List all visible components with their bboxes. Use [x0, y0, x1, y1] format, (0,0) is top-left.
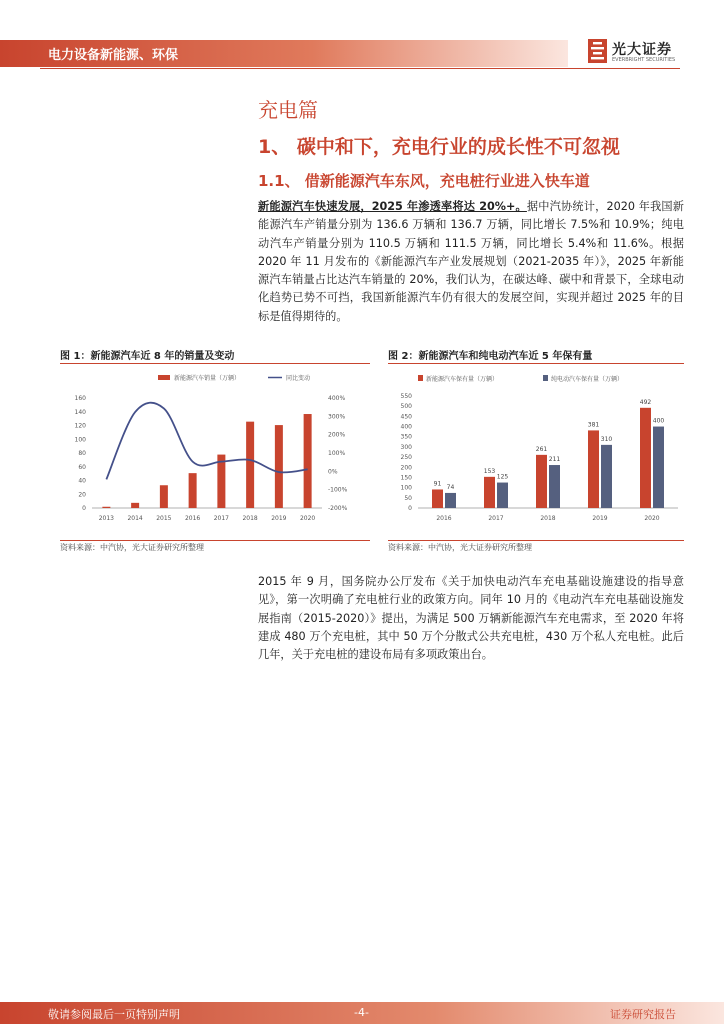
legend-label-nev: 新能源汽车保有量（万辆） — [426, 376, 499, 383]
legend-swatch-sales — [158, 375, 170, 380]
y-tick-label: 120 — [74, 422, 86, 430]
bar-value-label: 125 — [496, 473, 509, 481]
brand-logo — [588, 38, 680, 68]
bar-value-label: 211 — [548, 456, 561, 464]
bar-bev-stock — [497, 483, 508, 508]
figure2-source: 资料来源：中汽协，光大证券研究所整理 — [388, 543, 532, 552]
y-tick-label: 250 — [400, 454, 412, 462]
paragraph-1 — [258, 198, 684, 326]
paragraph-1-lead: 新能源汽车快速发展，2025 年渗透率将达 20%+。 — [258, 200, 527, 213]
figure2-top-rule — [388, 363, 684, 364]
x-tick-label: 2017 — [213, 515, 230, 522]
section-title: 充电篇 — [258, 98, 318, 122]
y-tick-label: 350 — [400, 433, 412, 441]
y2-tick-label: 400% — [328, 395, 346, 402]
y-tick-label: 500 — [400, 403, 412, 411]
legend-label-yoy: 同比变动 — [286, 375, 311, 382]
bar-value-label: 310 — [600, 435, 613, 443]
bar-value-label: 492 — [639, 398, 652, 406]
bar-sales — [160, 485, 168, 508]
y-tick-label: 0 — [408, 505, 412, 512]
y2-tick-label: 0% — [328, 468, 338, 476]
figure2-bottom-rule — [388, 540, 684, 541]
x-tick-label: 2019 — [271, 515, 287, 522]
bar-bev-stock — [601, 445, 612, 508]
bar-nev-stock — [536, 455, 547, 508]
bar-nev-stock — [588, 430, 599, 508]
legend-label-sales: 新能源汽车销量（万辆） — [174, 375, 241, 382]
y2-tick-label: -100% — [328, 486, 348, 494]
bar-bev-stock — [653, 427, 664, 508]
bar-sales — [131, 503, 139, 508]
x-tick-label: 2013 — [98, 515, 115, 522]
bar-value-label: 261 — [535, 445, 548, 453]
y2-tick-label: 100% — [328, 450, 346, 457]
y-tick-label: 40 — [78, 477, 86, 485]
bar-value-label: 91 — [433, 480, 442, 488]
bar-sales — [102, 507, 110, 508]
y-tick-label: 300 — [400, 443, 412, 451]
footer-report-type: 证券研究报告 — [610, 1008, 676, 1021]
paragraph-2: 2015 年 9 月，国务院办公厅发布《关于加快电动汽车充电基础设施建设的指导意见》，第一次明确了充电桩行业的政策方向。同年 10 月的《电动汽车充电基础设施发展指南（2015-2020）》提出，为满足 500 万辆新能源汽车充电需求，至 2020 年将建成 480 万个充电桩，其中 50 万个分散式公共充电桩，430 万个私人充电桩。此后几年，关于充电桩的建设布局有多项政策出台。 — [258, 575, 684, 662]
y2-tick-label: 200% — [328, 431, 346, 439]
y-tick-label: 450 — [400, 413, 412, 421]
legend-label-bev: 纯电动汽车保有量（万辆） — [551, 376, 624, 383]
bar-value-label: 381 — [587, 421, 600, 429]
y-tick-label: 160 — [74, 395, 86, 402]
bar-value-label: 400 — [652, 417, 665, 425]
x-tick-label: 2017 — [488, 515, 504, 522]
y-tick-label: 400 — [400, 423, 412, 431]
header-category: 电力设备新能源、环保 — [48, 48, 179, 63]
x-tick-label: 2018 — [540, 515, 556, 522]
y-tick-label: 80 — [78, 450, 86, 457]
x-tick-label: 2018 — [242, 515, 258, 522]
logo-text-en: EVERBRIGHT SECURITIES — [612, 57, 676, 63]
bar-sales — [304, 414, 312, 508]
x-tick-label: 2016 — [184, 515, 201, 522]
y-tick-label: 150 — [400, 474, 412, 482]
x-tick-label: 2020 — [644, 515, 660, 522]
y-tick-label: 200 — [400, 464, 412, 472]
figure2-title: 图 2：新能源汽车和纯电动汽车近 5 年保有量 — [388, 351, 593, 362]
bar-sales — [275, 425, 283, 508]
paragraph-1-body: 据中汽协统计，2020 年我国新能源汽车产销量分别为 136.6 万辆和 136.7 万辆，同比增长 7.5%和 10.9%；纯电动汽车产销量分别为 110.5 万辆和 111.5 万辆，同比增长 5.4%和 11.6%。根据 2020 年 11 月发布的《新能源汽车产业发展规划（2021-2035 年）》，2025 年新能源汽车销量占比达汽车销量的 20%，我们认为，在碳达峰、碳中和背景下，全球电动化趋势已势不可挡，我国新能源汽车仍有很大的发展空间，实现并超过 2025 年的目标是值得期待的。 — [258, 200, 684, 323]
x-tick-label: 2014 — [127, 515, 143, 522]
bar-sales — [189, 473, 197, 508]
footer-page-number: -4- — [354, 1006, 369, 1019]
y-tick-label: 100 — [74, 436, 86, 444]
x-tick-label: 2015 — [156, 515, 172, 522]
x-tick-label: 2016 — [436, 515, 452, 522]
bar-nev-stock — [484, 477, 495, 508]
y-tick-label: 50 — [404, 494, 412, 502]
figure1-bottom-rule — [60, 540, 370, 541]
y-tick-label: 140 — [74, 408, 86, 416]
legend-swatch-bev — [543, 375, 548, 381]
heading-1: 1、 碳中和下，充电行业的成长性不可忽视 — [258, 136, 620, 158]
figure1-source: 资料来源：中汽协，光大证券研究所整理 — [60, 543, 204, 552]
y-tick-label: 0 — [82, 505, 86, 512]
y-tick-label: 550 — [400, 393, 412, 400]
bar-nev-stock — [432, 489, 443, 508]
bar-value-label: 74 — [446, 483, 455, 491]
heading-2: 1.1、 借新能源汽车东风，充电桩行业进入快车道 — [258, 172, 590, 190]
y-tick-label: 60 — [78, 463, 86, 471]
y2-tick-label: 300% — [328, 413, 346, 421]
y2-tick-label: -200% — [328, 505, 348, 512]
bar-nev-stock — [640, 408, 651, 508]
bar-value-label: 153 — [483, 467, 496, 475]
x-tick-label: 2019 — [592, 515, 608, 522]
figure1-title: 图 1：新能源汽车近 8 年的销量及变动 — [60, 351, 235, 362]
figure1-chart — [60, 366, 370, 538]
x-tick-label: 2020 — [299, 515, 316, 522]
bar-bev-stock — [445, 493, 456, 508]
logo-text-cn: 光大证券 — [612, 42, 672, 58]
logo-mark-icon — [588, 39, 607, 63]
bar-bev-stock — [549, 465, 560, 508]
header-divider — [40, 68, 680, 69]
legend-swatch-nev — [418, 375, 423, 381]
figure2-chart — [388, 366, 684, 538]
figure1-top-rule — [60, 363, 370, 364]
y-tick-label: 20 — [78, 491, 86, 499]
footer-disclaimer: 敬请参阅最后一页特别声明 — [48, 1008, 180, 1021]
y-tick-label: 100 — [400, 484, 412, 492]
bar-sales — [246, 422, 254, 508]
